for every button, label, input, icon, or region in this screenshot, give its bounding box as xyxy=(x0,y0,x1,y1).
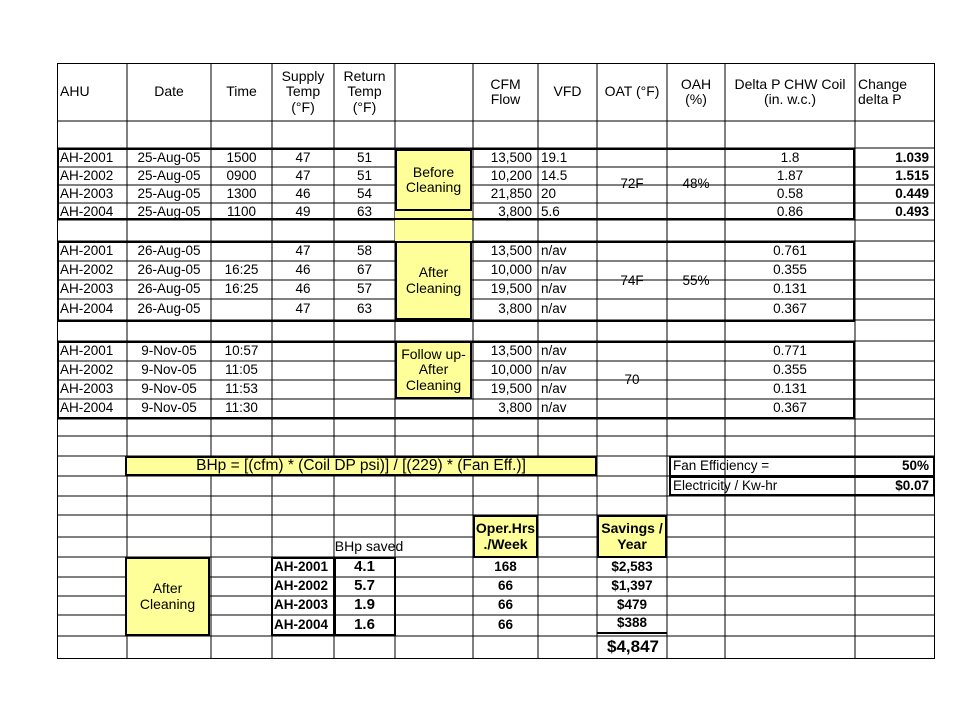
savings-row-bhp: 1.9 xyxy=(354,596,375,614)
followup-row-date: 9-Nov-05 xyxy=(141,381,197,397)
followup-row-dp: 0.367 xyxy=(773,400,807,416)
after-row-vfd: n/av xyxy=(541,243,567,259)
savings-row-bhp: 1.6 xyxy=(354,615,375,633)
followup-row-time: 11:05 xyxy=(225,362,258,378)
savings-year-header: Savings / Year xyxy=(601,520,663,552)
savings-row-ahu: AH-2004 xyxy=(274,616,329,632)
followup-row-ahu: AH-2003 xyxy=(60,381,114,397)
bhp-saved-header: BHp saved xyxy=(334,538,404,555)
after-cleaning-savings-label: After Cleaning xyxy=(139,580,196,612)
after-row-supply: 47 xyxy=(295,300,311,316)
fan-efficiency-value: 50% xyxy=(901,458,929,474)
followup-row-vfd: n/av xyxy=(541,362,567,378)
after-row-ahu: AH-2004 xyxy=(60,300,114,316)
before-oat: 72F xyxy=(620,175,644,191)
after-row-date: 26-Aug-05 xyxy=(137,281,201,297)
savings-row-amount: $479 xyxy=(616,597,648,613)
after-row-dp: 0.761 xyxy=(773,243,807,259)
followup-row-date: 9-Nov-05 xyxy=(141,362,197,378)
followup-row-vfd: n/av xyxy=(541,343,567,359)
before-row-time: 1300 xyxy=(226,185,257,201)
after-row-return: 63 xyxy=(356,300,373,316)
followup-row-dp: 0.771 xyxy=(773,343,807,359)
after-row-time: 16:25 xyxy=(224,262,259,278)
oper-hrs-header: Oper.Hrs ./Week xyxy=(475,520,536,552)
followup-row-cfm: 10,000 xyxy=(490,362,532,378)
before-row-ahu: AH-2002 xyxy=(60,167,114,183)
after-row-time xyxy=(211,299,272,319)
before-row-vfd: 14.5 xyxy=(541,167,568,183)
savings-row-amount: $1,397 xyxy=(611,578,653,594)
savings-row-hours: 168 xyxy=(494,559,517,575)
before-row-change: 1.515 xyxy=(895,167,929,183)
savings-row-amount: $2,583 xyxy=(611,559,653,575)
followup-oat: 70 xyxy=(624,372,640,388)
followup-row-cfm: 3,800 xyxy=(498,400,532,416)
before-row-return: 63 xyxy=(356,203,373,219)
spreadsheet xyxy=(57,63,935,659)
savings-total-underline xyxy=(597,632,667,634)
followup-row-ahu: AH-2004 xyxy=(60,400,114,416)
header-oah: OAH (%) xyxy=(680,75,712,107)
followup-row-dp: 0.131 xyxy=(773,381,807,397)
after-row-vfd: n/av xyxy=(541,262,567,278)
followup-row-cfm: 19,500 xyxy=(490,381,532,397)
before-cleaning-label: Before Cleaning xyxy=(405,163,462,195)
before-row-dp: 1.87 xyxy=(776,167,804,183)
savings-row-hours: 66 xyxy=(497,578,514,594)
before-row-time: 0900 xyxy=(226,167,257,183)
electricity-value: $0.07 xyxy=(895,478,929,494)
after-row-date: 26-Aug-05 xyxy=(137,262,201,278)
followup-row-time: 10:57 xyxy=(224,343,259,359)
after-row-ahu: AH-2002 xyxy=(60,262,114,278)
header-time: Time xyxy=(226,83,257,100)
before-row-supply: 49 xyxy=(295,203,311,219)
savings-row-hours: 66 xyxy=(497,616,514,632)
before-row-ahu: AH-2001 xyxy=(60,149,114,165)
followup-row-cfm: 13,500 xyxy=(490,343,532,359)
after-row-ahu: AH-2003 xyxy=(60,281,114,297)
after-row-cfm: 3,800 xyxy=(498,300,532,316)
followup-row-vfd: n/av xyxy=(541,400,567,416)
followup-row-time: 11:30 xyxy=(225,400,258,416)
before-row-dp: 0.86 xyxy=(776,203,804,219)
savings-row-hours: 66 xyxy=(497,597,514,613)
after-row-cfm: 19,500 xyxy=(490,281,532,297)
after-row-cfm: 13,500 xyxy=(490,243,532,259)
header-return-temp: Return Temp (°F) xyxy=(343,68,386,115)
header-oat: OAT (°F) xyxy=(604,83,660,100)
savings-row-ahu: AH-2003 xyxy=(274,597,329,613)
savings-total: $4,847 xyxy=(607,637,659,657)
after-row-cfm: 10,000 xyxy=(490,262,532,278)
before-row-date: 25-Aug-05 xyxy=(137,203,201,219)
after-row-time: 16:25 xyxy=(224,281,259,297)
before-row-cfm: 13,500 xyxy=(490,149,532,165)
before-row-cfm: 3,800 xyxy=(498,203,532,219)
after-row-dp: 0.355 xyxy=(773,262,807,278)
after-row-dp: 0.367 xyxy=(773,300,807,316)
before-row-change: 1.039 xyxy=(895,149,929,165)
header-vfd: VFD xyxy=(553,83,582,100)
before-row-date: 25-Aug-05 xyxy=(137,149,201,165)
after-row-vfd: n/av xyxy=(541,300,567,316)
after-row-ahu: AH-2001 xyxy=(60,243,114,259)
header-cfm-flow: CFM Flow xyxy=(490,75,521,107)
followup-row-dp: 0.355 xyxy=(773,362,807,378)
after-row-vfd: n/av xyxy=(541,281,567,297)
after-row-supply: 46 xyxy=(295,281,311,297)
after-row-date: 26-Aug-05 xyxy=(137,243,201,259)
after-oah: 55% xyxy=(682,272,710,288)
after-row-supply: 47 xyxy=(295,243,311,259)
savings-row-ahu: AH-2002 xyxy=(274,578,329,594)
before-row-change: 0.493 xyxy=(895,203,929,219)
before-row-return: 54 xyxy=(356,185,373,201)
followup-row-ahu: AH-2001 xyxy=(60,343,114,359)
before-row-time: 1100 xyxy=(226,203,257,219)
before-row-ahu: AH-2004 xyxy=(60,203,114,219)
savings-row-ahu: AH-2001 xyxy=(274,559,329,575)
header-delta-p: Delta P CHW Coil (in. w.c.) xyxy=(734,75,846,107)
after-row-date: 26-Aug-05 xyxy=(137,300,201,316)
before-row-date: 25-Aug-05 xyxy=(137,185,201,201)
before-row-date: 25-Aug-05 xyxy=(137,167,201,183)
after-row-return: 57 xyxy=(356,281,373,297)
savings-row-bhp: 4.1 xyxy=(354,558,375,576)
followup-cleaning-label: Follow up- After Cleaning xyxy=(401,346,466,393)
before-row-vfd: 19.1 xyxy=(541,149,568,165)
before-oah: 48% xyxy=(682,175,710,191)
before-row-supply: 46 xyxy=(295,185,311,201)
header-date: Date xyxy=(154,83,184,100)
before-row-vfd: 20 xyxy=(541,185,557,201)
after-row-supply: 46 xyxy=(295,262,311,278)
header-supply-temp: Supply Temp (°F) xyxy=(281,68,325,115)
after-cleaning-label: After Cleaning xyxy=(405,264,462,296)
followup-row-time: 11:53 xyxy=(225,381,258,397)
before-row-return: 51 xyxy=(356,149,373,165)
after-row-return: 67 xyxy=(356,262,373,278)
before-row-dp: 0.58 xyxy=(776,185,804,201)
followup-row-date: 9-Nov-05 xyxy=(141,343,197,359)
bhp-formula: BHp = [(cfm) * (Coil DP psi)] / [(229) * (Fan Eff.)] xyxy=(196,456,526,474)
before-row-dp: 1.8 xyxy=(780,149,800,165)
savings-row-amount: $388 xyxy=(616,615,648,631)
before-row-supply: 47 xyxy=(295,149,311,165)
before-row-time: 1500 xyxy=(226,149,257,165)
before-row-cfm: 10,200 xyxy=(490,167,532,183)
before-row-cfm: 21,850 xyxy=(490,185,532,201)
after-oat: 74F xyxy=(620,272,644,288)
before-row-ahu: AH-2003 xyxy=(60,185,114,201)
after-row-time xyxy=(211,242,272,261)
electricity-label: Electricity / Kw-hr xyxy=(673,478,778,494)
followup-row-vfd: n/av xyxy=(541,381,567,397)
before-row-change: 0.449 xyxy=(895,185,929,201)
fan-efficiency-label: Fan Efficiency = xyxy=(673,458,770,474)
after-row-return: 58 xyxy=(356,243,373,259)
savings-row-bhp: 5.7 xyxy=(354,577,375,595)
followup-row-date: 9-Nov-05 xyxy=(141,400,197,416)
header-ahu: AHU xyxy=(60,83,90,100)
header-change-delta-p: Change delta P xyxy=(858,75,908,107)
after-row-dp: 0.131 xyxy=(773,281,807,297)
before-row-return: 51 xyxy=(356,167,373,183)
followup-row-ahu: AH-2002 xyxy=(60,362,114,378)
before-row-vfd: 5.6 xyxy=(541,203,560,219)
before-row-supply: 47 xyxy=(295,167,311,183)
